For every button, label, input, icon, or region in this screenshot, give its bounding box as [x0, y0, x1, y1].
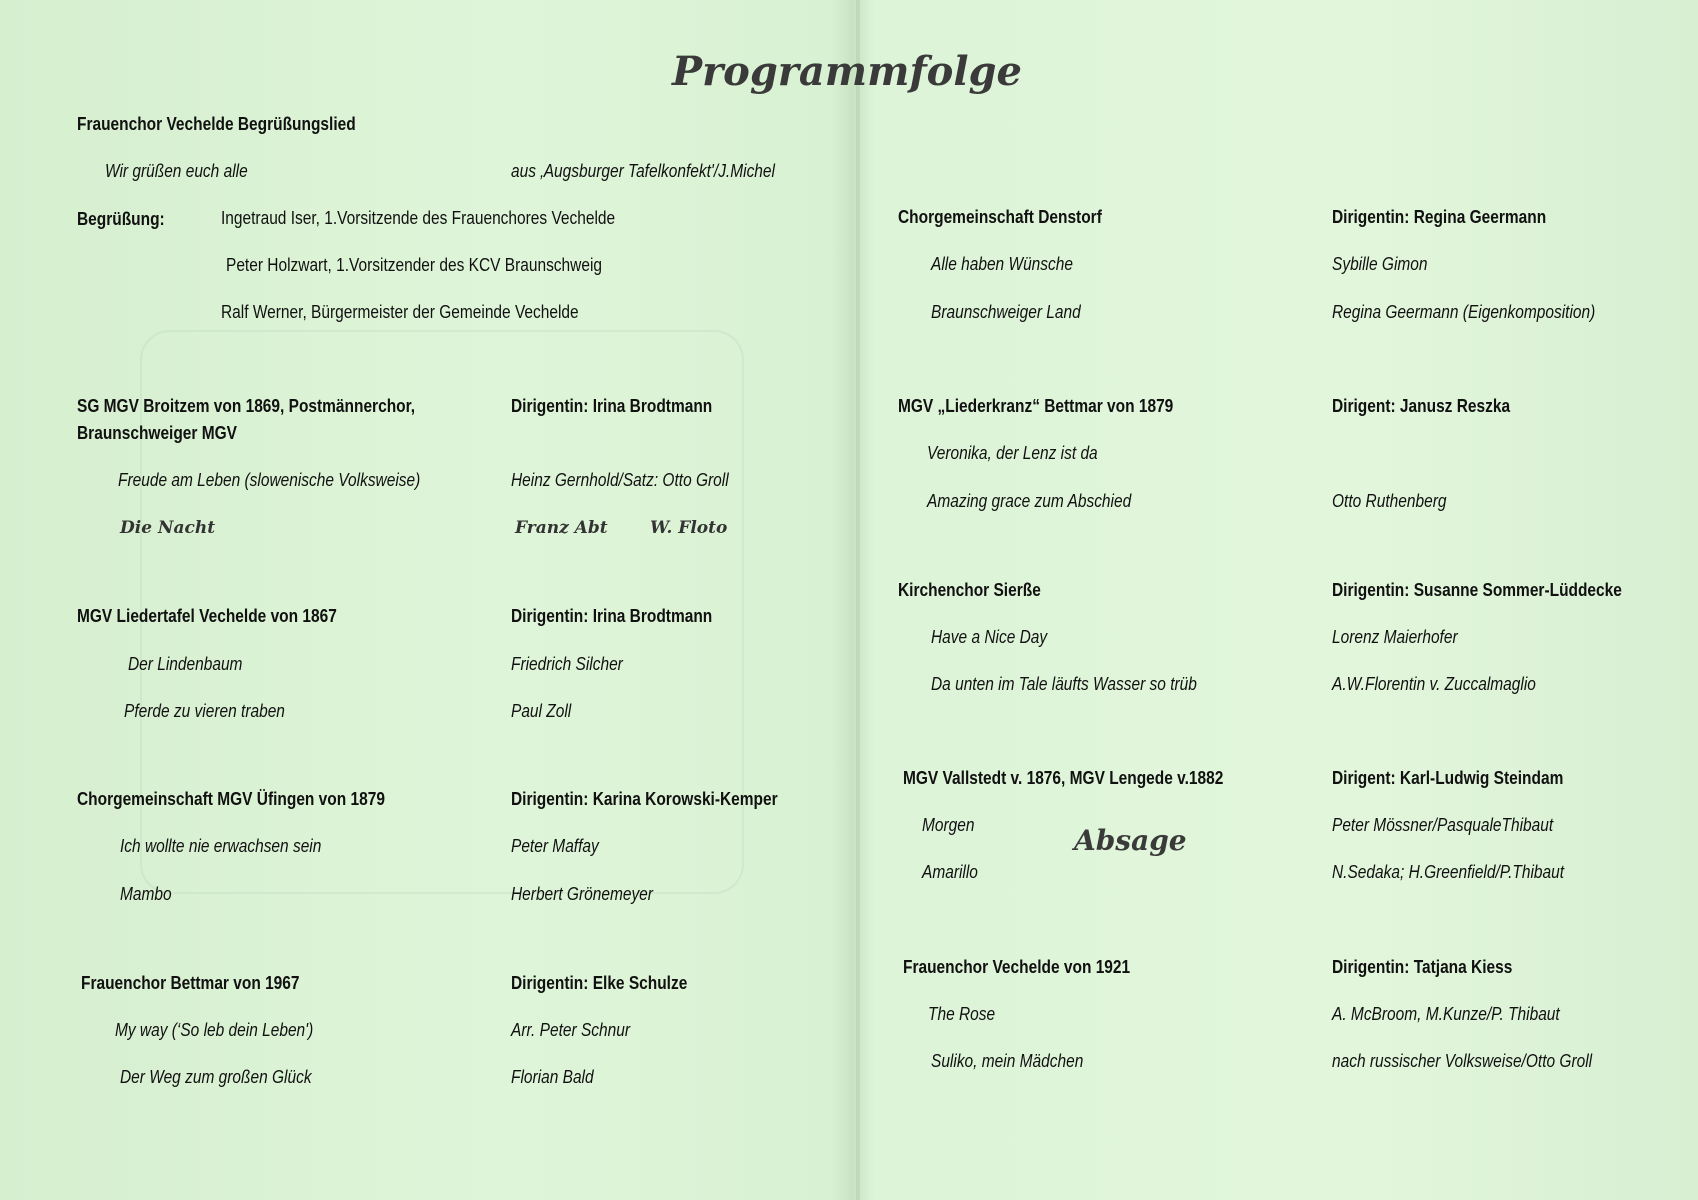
song-title: Mambo — [120, 884, 172, 904]
song-title: Alle haben Wünsche — [931, 254, 1073, 274]
song-composer: N.Sedaka; H.Greenfield/P.Thibaut — [1332, 862, 1565, 882]
song-title: Freude am Leben (slowenische Volksweise) — [118, 470, 421, 490]
song-title: Suliko, mein Mädchen — [931, 1051, 1084, 1071]
song-composer: Otto Ruthenberg — [1332, 491, 1447, 511]
choir-name: MGV Vallstedt v. 1876, MGV Lengede v.1882 — [903, 768, 1224, 788]
greeting-label: Begrüßung: — [77, 209, 165, 229]
conductor: Dirigent: Janusz Reszka — [1332, 396, 1511, 416]
choir-name: Frauenchor Vechelde von 1921 — [903, 957, 1131, 977]
song-title: Braunschweiger Land — [931, 302, 1081, 322]
song-composer: A. McBroom, M.Kunze/P. Thibaut — [1332, 1004, 1560, 1024]
conductor: Dirigentin: Tatjana Kiess — [1332, 957, 1513, 977]
song-composer: Regina Geermann (Eigenkomposition) — [1332, 302, 1596, 322]
opening-source: aus ‚Augsburger Tafelkonfekt'/J.Michel — [511, 161, 775, 181]
song-title: Pferde zu vieren traben — [124, 701, 285, 721]
conductor: Dirigentin: Karina Korowski-Kemper — [511, 789, 778, 809]
greeting-speaker: Peter Holzwart, 1.Vorsitzender des KCV Braunschweig — [226, 255, 602, 275]
conductor: Dirigentin: Susanne Sommer-Lüddecke — [1332, 580, 1622, 600]
song-title: Morgen — [922, 815, 975, 835]
song-composer: Peter Maffay — [511, 836, 599, 856]
song-title: Have a Nice Day — [931, 627, 1048, 647]
song-composer-added: Franz Abt — [515, 518, 608, 538]
page-title: Programmfolge — [672, 48, 1022, 95]
greeting-speaker: Ingetraud Iser, 1.Vorsitzende des Frauenchores Vechelde — [221, 208, 616, 228]
song-title: Amarillo — [922, 862, 978, 882]
song-composer: Peter Mössner/PasqualeThibaut — [1332, 815, 1554, 835]
choir-name: Kirchenchor Sierße — [898, 580, 1041, 600]
song-composer: Friedrich Silcher — [511, 654, 623, 674]
song-composer: A.W.Florentin v. Zuccalmaglio — [1332, 674, 1536, 694]
song-composer: Arr. Peter Schnur — [511, 1020, 631, 1040]
song-title: Da unten im Tale läufts Wasser so trüb — [931, 674, 1197, 694]
greeting-speaker: Ralf Werner, Bürgermeister der Gemeinde Vechelde — [221, 302, 579, 322]
opening-choir: Frauenchor Vechelde Begrüßungslied — [77, 114, 356, 134]
choir-name: Chorgemeinschaft Denstorf — [898, 207, 1102, 227]
song-title: My way (‘So leb dein Leben') — [115, 1020, 314, 1040]
choir-name: MGV „Liederkranz“ Bettmar von 1879 — [898, 396, 1174, 416]
song-title: Ich wollte nie erwachsen sein — [120, 836, 322, 856]
conductor: Dirigentin: Elke Schulze — [511, 973, 688, 993]
conductor: Dirigent: Karl-Ludwig Steindam — [1332, 768, 1564, 788]
song-composer: nach russischer Volksweise/Otto Groll — [1332, 1051, 1593, 1071]
conductor: Dirigentin: Irina Brodtmann — [511, 396, 713, 416]
choir-name: Frauenchor Bettmar von 1967 — [81, 973, 300, 993]
song-title: Amazing grace zum Abschied — [927, 491, 1132, 511]
cancellation-stamp: Absage — [1074, 824, 1187, 857]
song-composer: Paul Zoll — [511, 701, 572, 721]
song-title: Der Weg zum großen Glück — [120, 1067, 312, 1087]
choir-name: Chorgemeinschaft MGV Üfingen von 1879 — [77, 789, 385, 809]
conductor: Dirigentin: Irina Brodtmann — [511, 606, 713, 626]
choir-name: Braunschweiger MGV — [77, 423, 238, 443]
song-title: Veronika, der Lenz ist da — [927, 443, 1098, 463]
song-composer: Lorenz Maierhofer — [1332, 627, 1458, 647]
song-composer: Florian Bald — [511, 1067, 594, 1087]
conductor: Dirigentin: Regina Geermann — [1332, 207, 1547, 227]
song-composer: Herbert Grönemeyer — [511, 884, 653, 904]
choir-name: SG MGV Broitzem von 1869, Postmännerchor, — [77, 396, 416, 416]
song-title: The Rose — [928, 1004, 996, 1024]
paper-fold — [856, 0, 860, 1200]
song-composer: Sybille Gimon — [1332, 254, 1428, 274]
song-composer: Heinz Gernhold/Satz: Otto Groll — [511, 470, 729, 490]
opening-song: Wir grüßen euch alle — [105, 161, 248, 181]
choir-name: MGV Liedertafel Vechelde von 1867 — [77, 606, 337, 626]
song-arranger-added: W. Floto — [650, 518, 728, 538]
song-title-added: Die Nacht — [120, 518, 216, 538]
song-title: Der Lindenbaum — [128, 654, 243, 674]
